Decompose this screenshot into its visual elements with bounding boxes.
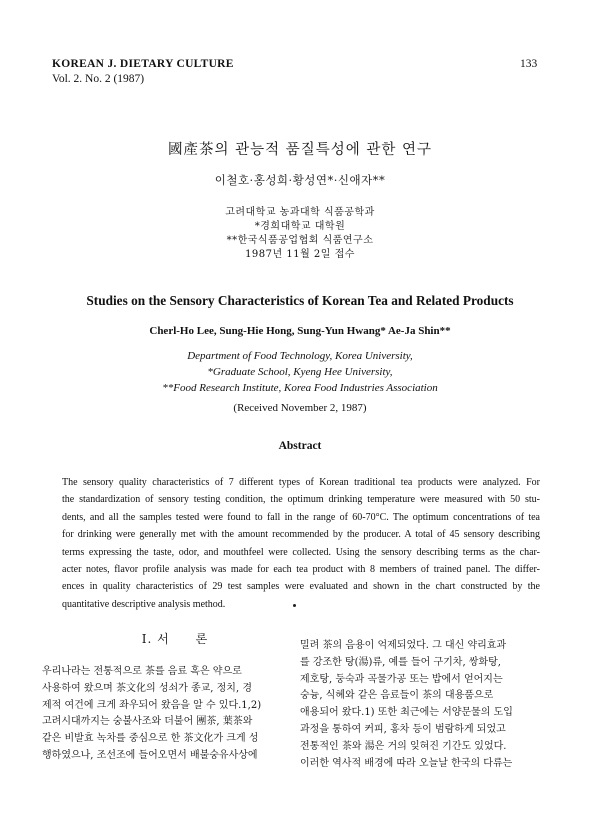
body-line: 과정을 통하여 커피, 홍차 등이 범람하게 되었고 <box>300 723 506 735</box>
journal-name: KOREAN J. DIETARY CULTURE <box>52 58 234 70</box>
body-line: 애용되어 왔다.1) 또한 최근에는 서양문물의 도입 <box>300 707 513 719</box>
page-number: 133 <box>520 58 538 70</box>
journal-volume: Vol. 2. No. 2 (1987) <box>52 73 145 85</box>
received-date-korean: 1987년 11월 2일 접수 <box>245 249 355 260</box>
english-authors: Cherl-Ho Lee, Sung-Hie Hong, Sung-Yun Hwang* Ae-Ja Shin** <box>149 325 451 337</box>
body-line: 같은 비발효 녹차를 중심으로 한 茶文化가 크게 성 <box>42 733 259 745</box>
body-line: 숭늉, 식혜와 같은 음료들이 茶의 대용품으로 <box>300 690 494 702</box>
separator-dot <box>293 604 296 607</box>
body-line: 사용하여 왔으며 茶文化의 성쇠가 종교, 정치, 경 <box>42 682 252 694</box>
abstract-line: for drinking were generally met with the amount recommended by the producer. A total of 45 sensory describing <box>62 529 540 541</box>
section-heading: Ⅰ. 서 론 <box>141 632 209 646</box>
left-column <box>42 664 292 765</box>
korean-affiliation-1: 고려대학교 농과대학 식품공학과 <box>225 207 375 218</box>
korean-title: 國產茶의 관능적 품질특성에 관한 연구 <box>167 142 433 158</box>
body-line: 고려시대까지는 숭불사조와 더불어 團茶, 葉茶와 <box>42 716 253 728</box>
body-line: 제적 여건에 크게 좌우되어 왔음을 알 수 있다.1,2) <box>42 699 262 711</box>
abstract-line: The sensory quality characteristics of 7 different types of Korean traditional tea products were analyzed. For <box>62 477 540 488</box>
english-affiliation-3: **Food Research Institute, Korea Food Industries Association <box>162 382 438 394</box>
abstract-line: dents, and all the samples tested were found to fall in the range of 60-70°C. The optimum concentrations of tea <box>62 511 540 523</box>
abstract-line: ences in quality characteristics of 29 test samples were evaluated and shown in the chart constructed by the <box>62 581 540 593</box>
abstract-line: quantitative descriptive analysis method. <box>62 598 226 610</box>
body-line: 를 강조한 탕(湯)류, 예를 들어 구기차, 쌍화탕, <box>300 656 501 668</box>
right-column <box>300 638 550 772</box>
received-date: (Received November 2, 1987) <box>233 402 367 414</box>
abstract-body <box>62 474 540 613</box>
korean-affiliation-3: **한국식품공업협회 식품연구소 <box>226 235 374 246</box>
abstract-line: acter notes, flavor profile analysis was made for each tea product with 8 members of trained panel. The differ- <box>62 564 540 576</box>
english-title: Studies on the Sensory Characteristics of Korean Tea and Related Products <box>86 293 514 308</box>
body-line: 밀려 茶의 음용이 억제되었다. 그 대신 약리효과 <box>300 640 507 651</box>
korean-affiliation-2: *경희대학교 대학원 <box>254 221 346 232</box>
korean-authors: 이철호·홍성희·황성연*·신애자** <box>214 173 386 187</box>
body-line: 행하였으나, 조선조에 들어오면서 배불숭유사상에 <box>42 749 258 761</box>
body-line: 이러한 역사적 배경에 따라 오늘날 한국의 다류는 <box>300 757 513 769</box>
abstract-heading: Abstract <box>278 440 322 452</box>
abstract-line: the standardization of sensory testing condition, the optimum drinking temperature were measured with 50 stu- <box>62 494 540 506</box>
body-line: 우리나라는 전통적으로 茶를 음료 혹은 약으로 <box>42 666 242 677</box>
english-affiliation-2: *Graduate School, Kyeng Hee University, <box>207 366 393 378</box>
body-line: 제호탕, 둥숙과 곡물가공 또는 밥에서 얻어지는 <box>300 673 503 685</box>
body-line: 전통적인 茶와 湯은 거의 잊혀진 기간도 있었다. <box>300 740 507 752</box>
english-affiliation-1: Department of Food Technology, Korea University, <box>187 350 413 362</box>
abstract-line: terms expressing the taste, odor, and mouthfeel were collected. Using the sensory describing terms as the char- <box>62 546 540 558</box>
